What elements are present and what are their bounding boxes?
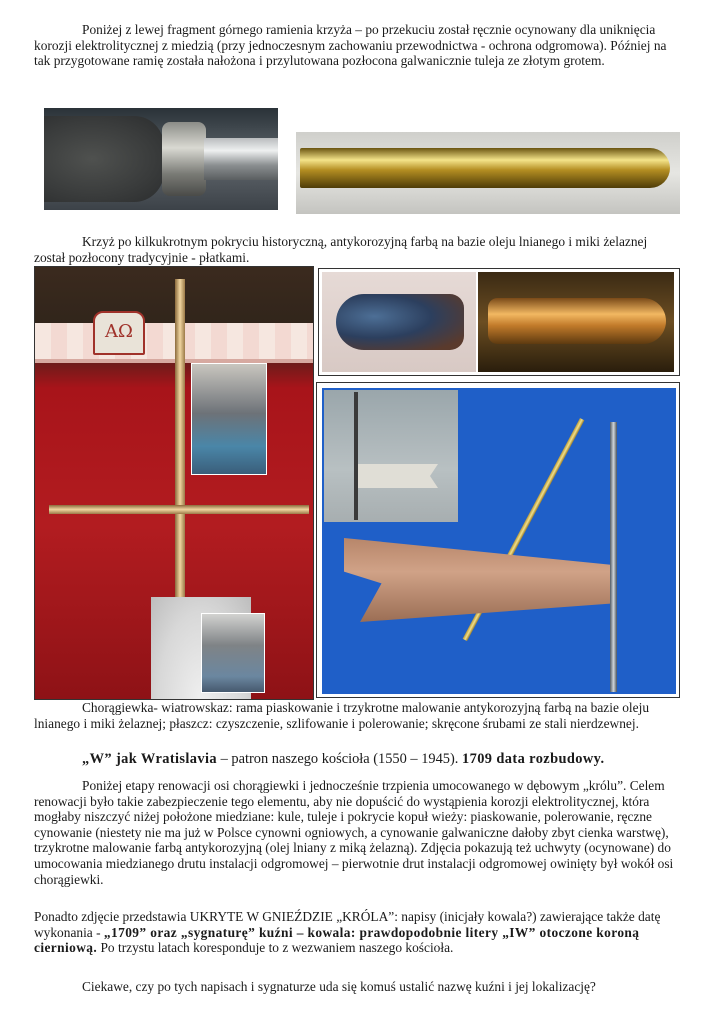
inset-photo-top bbox=[191, 363, 267, 475]
photo-arm-sleeve bbox=[44, 108, 278, 210]
photo-blue-knob bbox=[322, 272, 476, 372]
hidden-inscription-paragraph bbox=[34, 909, 678, 956]
alpha-omega-emblem: ΑΩ bbox=[93, 311, 145, 355]
hidden-inscription-outro: Po trzystu latach koresponduje to z wezwaniem naszego kościoła. bbox=[97, 940, 454, 956]
axis-renovation-paragraph: Poniżej etapy renowacji osi chorągiewki i jednocześnie trzpienia umocowanego w dębowym „królu”. Celem renowacji było takie zabezpieczenie tego elementu, aby nie dopuścić do wystąpienia korozji elektrolitycznej, która mogłaby niszczyć niżej położone miedziane: kule, tuleje i pokrycie kopuł wieży: piaskowanie, polerowanie, ręczne cynowanie (niestety nie ma już w Polsce cynowni ogniowych, a cynowanie galwaniczne dałoby zbyt cienka warstwę), trzykrotne malowanie farbą antykorozyjną (olej lniany z miką żelazną). Zdjęcia pokazują też uchwyty (ocynowane) do umocowania miedzianego drutu instalacji odgromowej – pierwotnie drut instalacji odgromowej owinięty był wokół osi chorągiewki. bbox=[34, 778, 674, 887]
photo-gilded-ornament bbox=[478, 272, 674, 372]
rebuild-date: 1709 data rozbudowy. bbox=[462, 751, 605, 767]
photo-gold-tip bbox=[296, 132, 680, 214]
wratislavia-line bbox=[82, 751, 682, 768]
weathervane-banner bbox=[344, 538, 612, 622]
photo-weathervane bbox=[322, 388, 676, 694]
photo-gilded-cross bbox=[34, 266, 314, 700]
closing-question: Ciekawe, czy po tych napisach i sygnaturze uda się komuś ustalić nazwę kuźni i jej lokalizację? bbox=[82, 979, 596, 994]
intro-paragraph: Poniżej z lewej fragment górnego ramienia krzyża – po przekuciu został ręcznie ocynowany dla uniknięcia korozji elektrolitycznej z miedzią (przy jednoczesnym zachowaniu przewodnictwa - ochrona odgromowa). Później na tak przygotowane ramię została nałożona i przylutowana pozłocona galwanicznie tuleja ze złotym grotem. bbox=[34, 22, 667, 69]
hidden-inscription-intro: Ponadto zdjęcie przedstawia UKRYTE W GNIEŹDZIE „KRÓLA”: napisy (inicjały kowala?) zawierające także datę wykonania - bbox=[34, 909, 661, 940]
weathervane-paragraph: Chorągiewka- wiatrowskaz: rama piaskowanie i trzykrotne malowanie antykorozyjną farbą na bazie oleju lnianego i miki żelaznej; płaszcz: czyszczenie, szlifowanie i polerowanie; skręcone śrubami ze stali nierdzewnej. bbox=[34, 700, 650, 731]
gilding-paragraph: Krzyż po kilkukrotnym pokryciu historyczną, antykorozyjną farbą na bazie oleju lnianego i miki żelaznej został pozłocony tradycyjnie - płatkami. bbox=[34, 234, 648, 265]
inset-old-flag bbox=[324, 390, 458, 522]
wratislavia-title: „W” jak Wratislavia bbox=[82, 751, 217, 767]
inset-photo-bottom bbox=[201, 613, 265, 693]
wratislavia-patron: – patron naszego kościoła (1550 – 1945). bbox=[217, 751, 462, 767]
hidden-inscription-signature: „1709” oraz „sygnaturę” kuźni – kowala: prawdopodobnie litery „IW” otoczone koroną cierniową. bbox=[34, 924, 640, 956]
